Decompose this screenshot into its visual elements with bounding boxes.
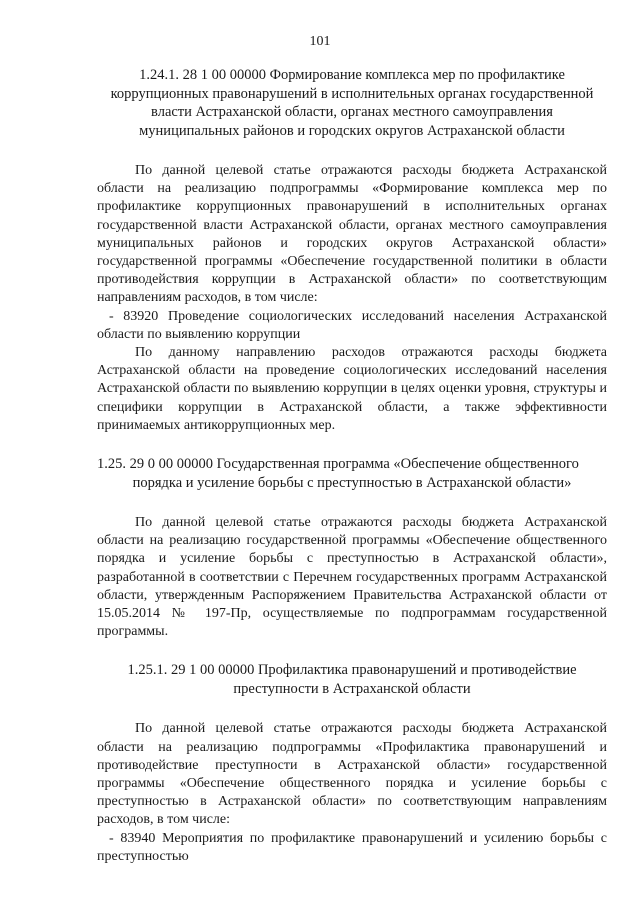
section-heading-1-25-1: 1.25.1. 29 1 00 00000 Профилактика правонарушений и противодействие преступности в Астраханской области (127, 662, 577, 697)
page-number: 101 (309, 34, 331, 49)
heading-line: 1.25. 29 0 00 00000 Государственная программа «Обеспечение общественного (97, 456, 579, 473)
list-item: - 83920 Проведение социологических исследований населения Астраханской области по выявлению коррупции (97, 308, 607, 342)
heading-line: порядка и усиление борьбы с преступностью в Астраханской области» (132, 474, 572, 491)
paragraph: По данной целевой статье отражаются расходы бюджета Астраханской области на реализацию подпрограммы «Формирование комплекса мер по профилактике коррупционных правонарушений в исполнительных органах государственной власти Астраханской области, органах местного самоуправления муниципальных районов и городских округов Астраханской области» государственной программы «Обеспечение государственной политики в области противодействия коррупции в Астраханской области» по соответствующим направлениям расходов, в том числе: (97, 163, 607, 306)
paragraph: По данному направлению расходов отражаются расходы бюджета Астраханской области на проведение социологических исследований населения Астраханской области по выявлению коррупции в целях оценки уровня, структуры и специфики коррупции в Астраханской области, а также эффективности принимаемых антикоррупционных мер. (97, 345, 607, 433)
paragraph: По данной целевой статье отражаются расходы бюджета Астраханской области на реализацию государственной программы «Обеспечение общественного порядка и усиление борьбы с преступностью в Астраханской области», разработанной в соответствии с Перечнем государственных программ Астраханской области, утвержденным Распоряжением Правительства Астраханской области от 15.05.2014 № 197-Пр, осуществляемые по подпрограммам государственной программы. (97, 515, 607, 640)
section-heading-1-25 (97, 455, 607, 492)
document-body (97, 66, 607, 866)
paragraph: По данной целевой статье отражаются расходы бюджета Астраханской области на реализацию подпрограммы «Профилактика правонарушений и противодействие преступности в Астраханской области» государственной программы «Обеспечение общественного порядка и усиление борьбы с преступностью в Астраханской области» по соответствующим направлениям расходов, в том числе: (97, 721, 607, 828)
section-heading-1-24-1: 1.24.1. 28 1 00 00000 Формирование комплекса мер по профилактике коррупционных правонарушений в исполнительных органах государственной власти Астраханской области, органах местного самоуправления муниципальных районов и городских округов Астраханской области (110, 67, 594, 139)
list-item: - 83940 Мероприятия по профилактике правонарушений и усилению борьбы с преступностью (97, 830, 607, 864)
